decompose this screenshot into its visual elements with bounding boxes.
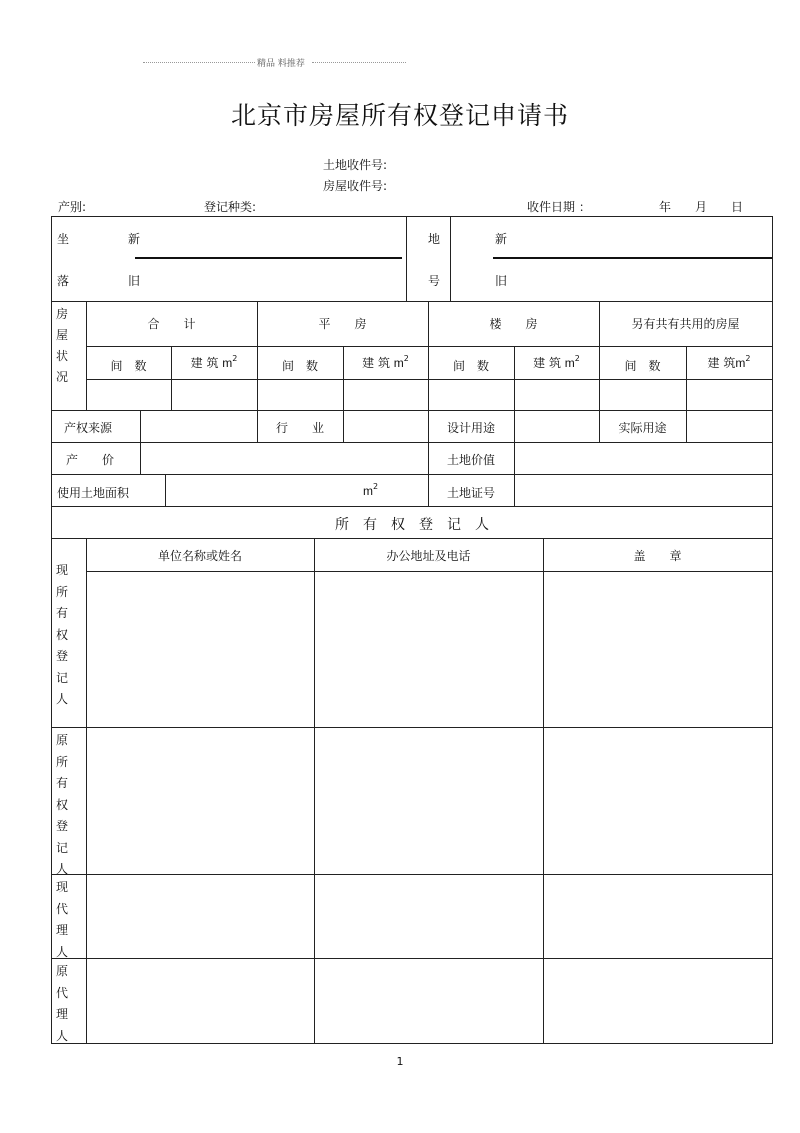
month-label: 月 [695,200,708,214]
former-owner-name-field[interactable] [87,728,313,873]
location-label-bottom: 落 [57,274,70,288]
lot-new-label: 新 [495,232,508,246]
current-owner-address-field[interactable] [315,572,542,726]
industry-field[interactable] [344,411,427,441]
land-cert-label: 土地证号 [446,486,495,500]
year-label: 年 [659,200,672,214]
col-address-header: 办公地址及电话 [386,549,471,563]
land-area-unit: $m^2$ [363,482,379,498]
former-agent-seal-field[interactable] [544,959,771,1042]
lot-label-bottom: 号 [428,274,441,288]
area-label: 建 筑 $m^2$ [362,354,409,370]
multi-rooms-field[interactable] [429,380,513,409]
header-tag: 精品 料推荐 [257,59,305,69]
header-dotted-line-left [143,62,255,63]
group-total: 合 计 [147,317,196,331]
land-price-field[interactable] [515,443,771,473]
page-title: 北京市房屋所有权登记申请书 [230,101,569,130]
land-price-label: 土地价值 [446,453,495,467]
former-owner-seal-field[interactable] [544,728,771,873]
current-agent-name-field[interactable] [87,875,313,957]
col-name-header: 单位名称或姓名 [157,549,242,563]
location-new-field[interactable] [145,222,400,254]
category-label: 产别: [58,200,87,214]
group-single-storey: 平 房 [318,317,367,331]
shared-rooms-field[interactable] [600,380,685,409]
design-use-label: 设计用途 [446,421,495,435]
rooms-label: 间 数 [624,359,661,373]
current-owner-name-field[interactable] [87,572,313,726]
area-label: 建 筑$m^2$ [707,354,751,370]
header-dotted-line-right [312,62,406,63]
actual-use-field[interactable] [687,411,771,441]
current-agent-address-field[interactable] [315,875,542,957]
multi-area-field[interactable] [515,380,598,409]
current-agent-seal-field[interactable] [544,875,771,957]
lot-old-field[interactable] [512,262,770,296]
registrant-section-title: 所 有 权 登 记 人 [335,517,489,533]
source-label: 产权来源 [64,421,113,435]
page-number: 1 [396,1055,404,1068]
former-agent-name-field[interactable] [87,959,313,1042]
land-cert-field[interactable] [515,475,771,505]
price-label: 产 价 [66,453,115,467]
price-field[interactable] [141,443,427,473]
total-area-field[interactable] [172,380,256,409]
day-label: 日 [731,200,744,214]
house-receipt-no-label: 房屋收件号: [323,179,388,193]
reg-type-label: 登记种类: [204,200,257,214]
single-rooms-field[interactable] [258,380,342,409]
receipt-date-label: 收件日期 ： [527,200,591,214]
land-receipt-no-label: 土地收件号: [323,158,388,172]
location-label-top: 坐 [57,232,70,246]
col-seal-header: 盖 章 [633,549,682,563]
source-field[interactable] [141,411,256,441]
group-shared-housing: 另有共有共用的房屋 [631,317,740,331]
area-label: 建 筑 $m^2$ [533,354,580,370]
actual-use-label: 实际用途 [618,421,667,435]
land-area-label: 使用土地面积 [57,486,130,500]
rooms-label: 间 数 [452,359,489,373]
industry-label: 行 业 [275,421,324,435]
former-agent-address-field[interactable] [315,959,542,1042]
location-new-label: 新 [128,232,141,246]
current-owner-seal-field[interactable] [544,572,771,726]
design-use-field[interactable] [515,411,598,441]
location-old-field[interactable] [145,262,400,296]
shared-area-field[interactable] [687,380,771,409]
lot-label-top: 地 [428,232,441,246]
land-area-field[interactable] [166,475,356,505]
single-area-field[interactable] [344,380,427,409]
former-owner-address-field[interactable] [315,728,542,873]
group-multi-storey: 楼 房 [489,317,538,331]
location-old-label: 旧 [128,274,141,288]
area-label: 建 筑 $m^2$ [190,354,238,370]
lot-new-field[interactable] [512,222,770,254]
total-rooms-field[interactable] [87,380,170,409]
lot-old-label: 旧 [495,274,508,288]
rooms-label: 间 数 [281,359,318,373]
rooms-label: 间 数 [110,359,147,373]
